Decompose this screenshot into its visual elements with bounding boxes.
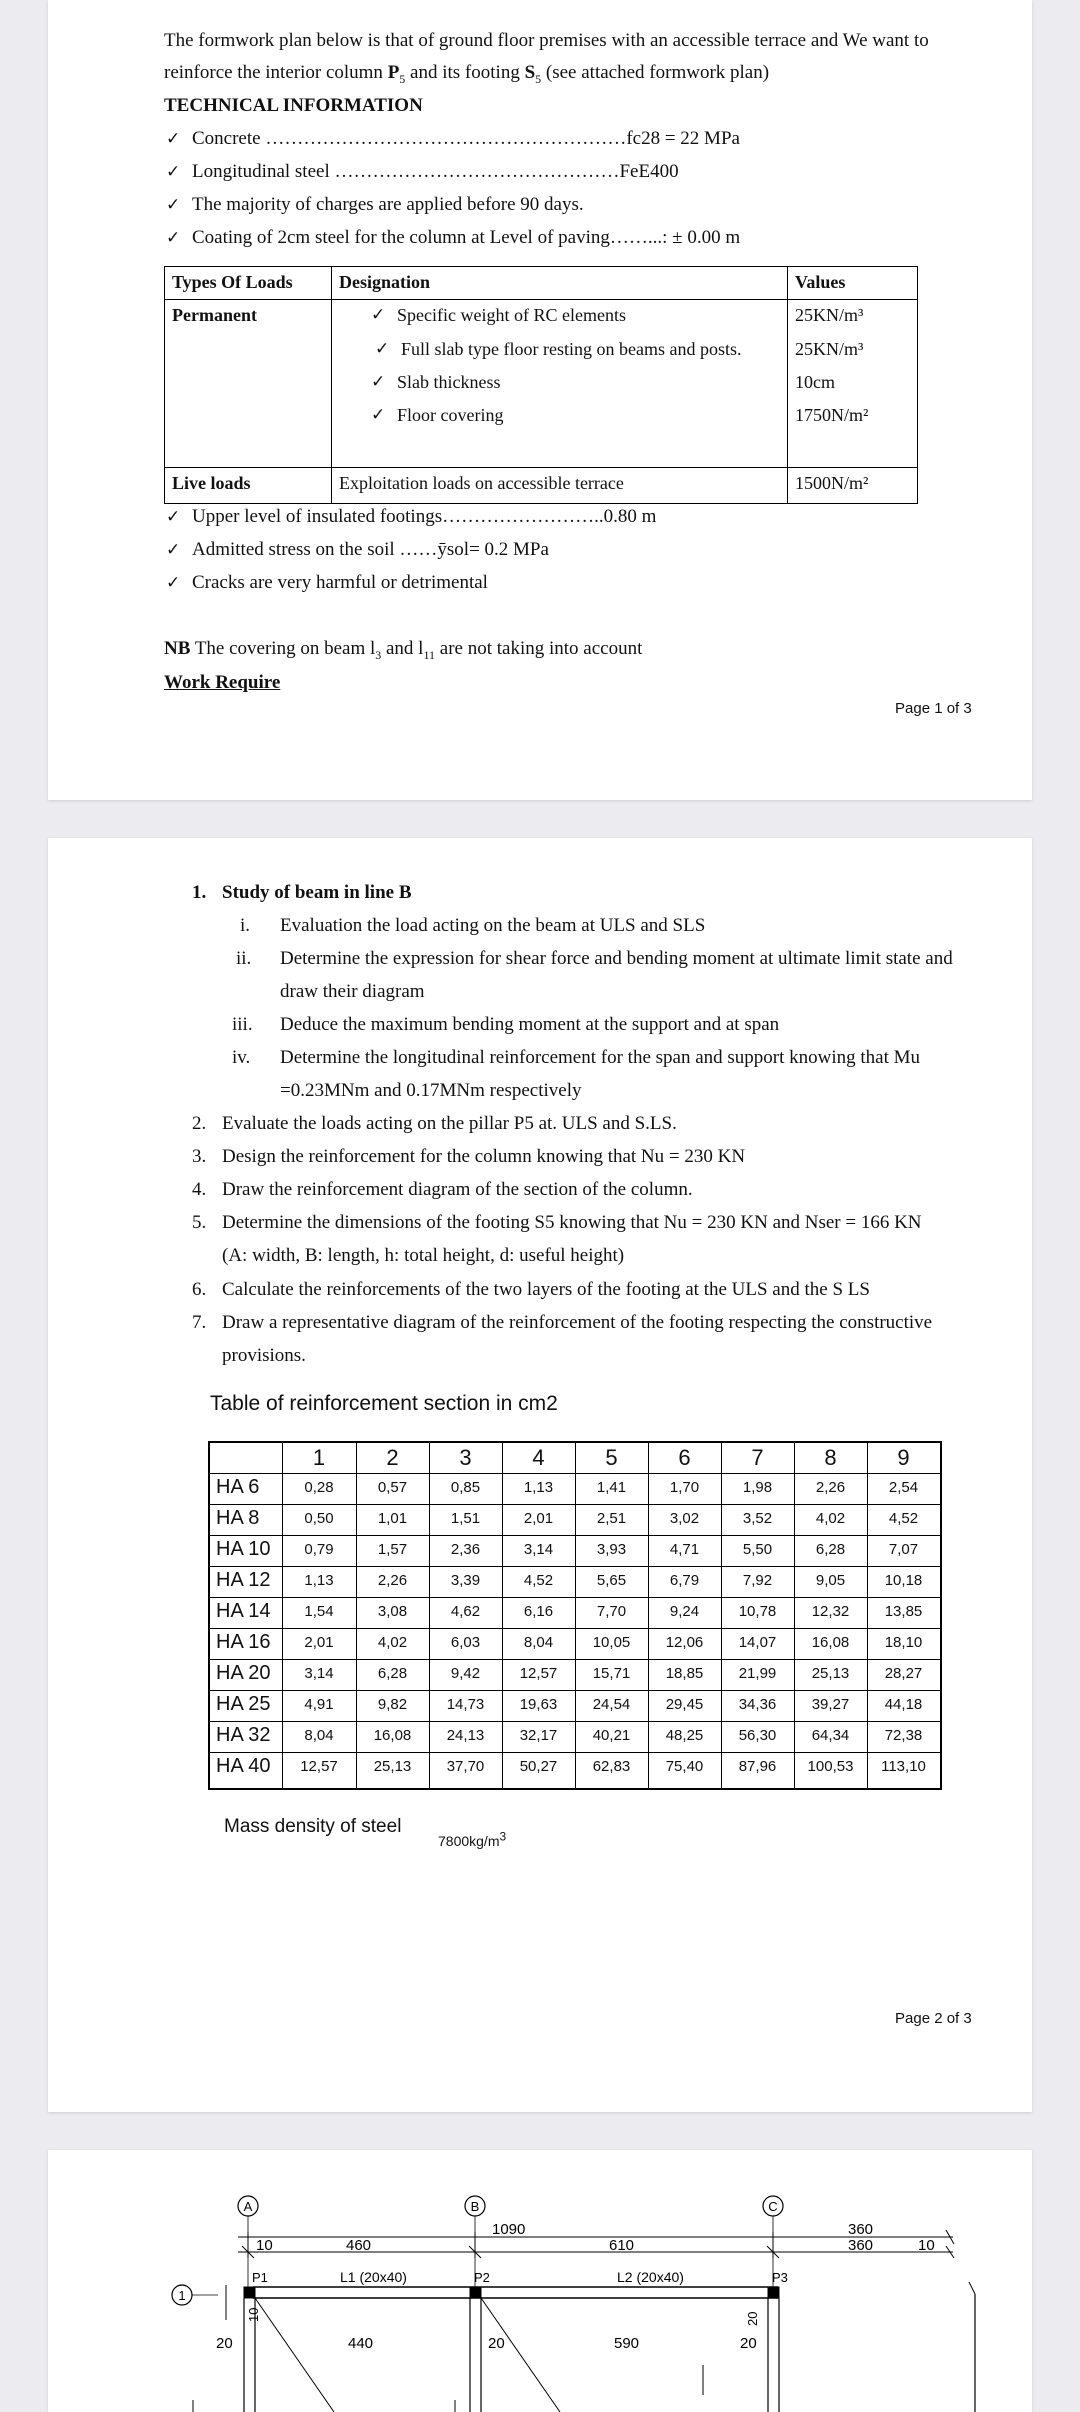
table-cell: 12,06 [665, 1634, 704, 1651]
table-cell: 1,51 [450, 1510, 481, 1527]
mass-density-label: Mass density of steel [224, 1816, 402, 1837]
table-cell: 3,14 [523, 1541, 554, 1558]
table-cell: 0,50 [304, 1510, 334, 1527]
dimension-label: 10 [246, 2307, 261, 2322]
table-cell: 14,73 [446, 1696, 485, 1713]
table-cell: 32,17 [519, 1727, 558, 1744]
post-label: P2 [474, 2270, 490, 2285]
intro-line-2 [164, 62, 769, 84]
intro-line-1: The formwork plan below is that of ground floor premises with an accessible terrace and We want to [164, 30, 929, 51]
permanent-designation: ✓ Slab thickness [397, 372, 501, 393]
table-cell: 2,01 [523, 1510, 554, 1527]
table-cell: 4,52 [523, 1572, 554, 1589]
table-cell: 10,05 [592, 1634, 631, 1651]
check-item: ✓ Cracks are very harmful or detrimental [192, 572, 488, 594]
table-cell: 4,52 [888, 1510, 919, 1527]
table-cell: 3,08 [377, 1603, 408, 1620]
table-cell: 6,16 [523, 1603, 554, 1620]
row-header: HA 6 [216, 1476, 260, 1498]
table-header: Types Of Loads [172, 272, 293, 292]
formwork-plan-drawing [48, 2150, 1032, 2412]
table-divider [210, 1597, 940, 1598]
row-header: HA 14 [216, 1600, 271, 1622]
dimension-label: 460 [346, 2237, 372, 2254]
table-cell: 28,27 [884, 1665, 923, 1682]
column-header: 3 [459, 1445, 472, 1470]
question-title: Study of beam in line B [222, 882, 412, 903]
table-cell: 18,85 [665, 1665, 704, 1682]
table-cell: 12,32 [811, 1603, 850, 1620]
question-number: 1. [192, 882, 207, 903]
check-item: ✓ Coating of 2cm steel for the column at Level of paving……...: ± 0.00 m [192, 227, 740, 249]
table-cell: 113,10 [881, 1758, 926, 1775]
question-text: Draw the reinforcement diagram of the section of the column. [222, 1179, 693, 1200]
dimension-label: 440 [348, 2335, 374, 2352]
column-header: 8 [824, 1445, 837, 1470]
table-divider [210, 1504, 940, 1505]
intro-column: P [387, 62, 400, 83]
table-cell: 2,51 [596, 1510, 627, 1527]
question-number: 4. [192, 1179, 207, 1200]
check-item: ✓ Upper level of insulated footings……………………..0.80 m [192, 506, 656, 528]
mass-density-exponent: 3 [499, 1829, 507, 1844]
table-cell: 1,57 [377, 1541, 408, 1558]
table-cell: 14,07 [738, 1634, 777, 1651]
table-cell: 8,04 [523, 1634, 554, 1651]
dimension-label: 10 [918, 2237, 935, 2254]
loads-table [164, 266, 918, 504]
table-title: Table of reinforcement section in cm2 [210, 1392, 558, 1415]
intro-text: (see attached formwork plan) [541, 62, 770, 83]
table-cell: 21,99 [738, 1665, 777, 1682]
table-cell: 3,39 [450, 1572, 481, 1589]
dimension-label: 610 [609, 2237, 635, 2254]
table-divider [210, 1752, 940, 1753]
permanent-value: 25KN/m³ [795, 305, 864, 325]
axis-label-B: B [470, 2199, 480, 2214]
column-header: 1 [312, 1445, 326, 1470]
mass-density-number: 7800kg/m [438, 1833, 500, 1849]
check-item: ✓ Concrete …………………………………………………fc28 = 22 MPa [192, 128, 740, 150]
live-value: 1500N/m² [795, 473, 869, 493]
table-cell: 0,28 [304, 1479, 334, 1496]
table-cell: 8,04 [304, 1727, 334, 1744]
question-number: 7. [192, 1312, 207, 1333]
table-cell: 50,27 [519, 1758, 558, 1775]
table-cell: 4,71 [669, 1541, 700, 1558]
check-item: ✓ Longitudinal steel ………………………………………FeE400 [192, 161, 679, 183]
nb-text: and l [381, 638, 424, 659]
subquestion-text: =0.23MNm and 0.17MNm respectively [280, 1080, 582, 1101]
axis-label-1: 1 [178, 2288, 186, 2303]
slab-diagonal [481, 2298, 560, 2412]
question-number: 3. [192, 1146, 207, 1167]
tech-heading: TECHNICAL INFORMATION [164, 95, 423, 116]
dimension-label: 20 [488, 2335, 505, 2352]
dimension-label: 360 [848, 2221, 874, 2238]
table-cell: 1,13 [304, 1572, 334, 1589]
table-divider [210, 1721, 940, 1722]
intro-text: and its footing [405, 62, 525, 83]
document-page-3 [48, 2150, 1032, 2412]
table-cell: 1,13 [523, 1479, 554, 1496]
table-cell: 9,82 [377, 1696, 408, 1713]
table-cell: 5,50 [742, 1541, 773, 1558]
table-divider [210, 1659, 940, 1660]
column-header: 4 [532, 1445, 545, 1470]
row-header: HA 25 [216, 1693, 271, 1715]
table-cell: 12,57 [300, 1758, 338, 1775]
dimension-tick [969, 2282, 975, 2294]
table-cell: 1,54 [304, 1603, 334, 1620]
nb-sub: 3 [375, 647, 382, 662]
table-cell: 39,27 [811, 1696, 850, 1713]
subquestion-number: i. [240, 915, 251, 936]
subquestion-text: Determine the longitudinal reinforcement for the span and support knowing that Mu [280, 1047, 921, 1068]
table-cell: 48,25 [665, 1727, 704, 1744]
dimension-label: 590 [614, 2335, 640, 2352]
table-cell: 34,36 [738, 1696, 777, 1713]
live-designation: Exploitation loads on accessible terrace [339, 473, 624, 493]
permanent-designation: ✓ Specific weight of RC elements [397, 305, 626, 326]
table-cell: 3,52 [742, 1510, 773, 1527]
document-page-1 [48, 0, 1032, 800]
beam-label: L2 (20x40) [617, 2269, 684, 2285]
dimension-label: 10 [256, 2237, 273, 2254]
post-label: P1 [252, 2270, 268, 2285]
row-header: HA 8 [216, 1507, 260, 1529]
table-cell: 40,21 [592, 1727, 631, 1744]
table-cell: 3,02 [669, 1510, 700, 1527]
dimension-label: 20 [745, 2311, 760, 2326]
table-cell: 12,57 [519, 1665, 558, 1682]
table-divider [210, 1535, 940, 1536]
slab-diagonal [255, 2298, 334, 2412]
permanent-value: 1750N/m² [795, 405, 869, 425]
nb-note [164, 638, 642, 660]
table-divider [165, 299, 917, 300]
question-text: provisions. [222, 1345, 306, 1366]
row-header: HA 20 [216, 1662, 271, 1684]
permanent-designation: ✓ Floor covering [397, 405, 503, 426]
table-cell: 16,08 [811, 1634, 850, 1651]
table-cell: 29,45 [665, 1696, 704, 1713]
table-cell: 1,70 [669, 1479, 700, 1496]
column-header: 7 [751, 1445, 764, 1470]
table-cell: 19,63 [519, 1696, 558, 1713]
table-cell: 3,93 [596, 1541, 627, 1558]
table-cell: 4,02 [377, 1634, 408, 1651]
column-header: 2 [386, 1445, 399, 1470]
row-header: HA 40 [216, 1755, 271, 1777]
table-divider [210, 1628, 940, 1629]
table-cell: 3,14 [304, 1665, 334, 1682]
table-cell: 9,24 [669, 1603, 700, 1620]
table-cell: 2,01 [304, 1634, 334, 1651]
axis-label-A: A [243, 2199, 253, 2214]
table-cell: 44,18 [884, 1696, 923, 1713]
table-cell: 2,36 [450, 1541, 481, 1558]
beam-label: L1 (20x40) [340, 2269, 407, 2285]
table-cell: 75,40 [665, 1758, 704, 1775]
nb-label: NB [164, 638, 191, 659]
subquestion-text: Evaluation the load acting on the beam at ULS and SLS [280, 915, 706, 936]
column-header: 6 [678, 1445, 691, 1470]
table-cell: 4,62 [450, 1603, 481, 1620]
table-cell: 4,91 [304, 1696, 334, 1713]
table-cell: 4,02 [815, 1510, 846, 1527]
table-cell: 24,13 [446, 1727, 485, 1744]
subquestion-number: iv. [232, 1047, 251, 1068]
dimension-label: 20 [740, 2335, 757, 2352]
question-number: 6. [192, 1279, 207, 1300]
nb-text: are not taking into account [435, 638, 643, 659]
reinforcement-table [208, 1441, 942, 1790]
page-number: Page 2 of 3 [895, 2010, 972, 2027]
column-header: 5 [605, 1445, 618, 1470]
table-cell: 18,10 [884, 1634, 923, 1651]
table-cell: 10,78 [738, 1603, 777, 1620]
column-header: 9 [897, 1445, 910, 1470]
question-text: Evaluate the loads acting on the pillar P5 at. ULS and S.LS. [222, 1113, 677, 1134]
subquestion-number: ii. [236, 948, 252, 969]
table-cell: 9,42 [450, 1665, 481, 1682]
table-cell: 25,13 [373, 1758, 412, 1775]
axis-label-C: C [768, 2199, 778, 2214]
table-cell: 24,54 [592, 1696, 631, 1713]
permanent-label: Permanent [172, 305, 257, 325]
table-cell: 37,70 [446, 1758, 485, 1775]
post-label: P3 [772, 2270, 788, 2285]
dimension-label: 360 [848, 2237, 874, 2254]
table-cell: 16,08 [373, 1727, 412, 1744]
table-cell: 56,30 [738, 1727, 777, 1744]
page-number: Page 1 of 3 [895, 700, 972, 717]
table-cell: 1,01 [377, 1510, 408, 1527]
table-divider [210, 1690, 940, 1691]
table-cell: 87,96 [738, 1758, 777, 1775]
subquestion-text: Determine the expression for shear force and bending moment at ultimate limit state and [280, 948, 953, 969]
subquestion-number: iii. [232, 1014, 253, 1035]
table-cell: 9,05 [815, 1572, 846, 1589]
table-cell: 0,79 [304, 1541, 334, 1558]
row-header: HA 32 [216, 1724, 271, 1746]
permanent-value: 10cm [795, 372, 835, 392]
table-cell: 0,57 [377, 1479, 408, 1496]
mass-density-value [438, 1830, 506, 1852]
intro-column-sub: 5 [399, 71, 406, 86]
table-cell: 15,71 [592, 1665, 631, 1682]
live-label: Live loads [172, 473, 251, 493]
question-text: Design the reinforcement for the column knowing that Nu = 230 KN [222, 1146, 746, 1167]
question-text: Determine the dimensions of the footing S5 knowing that Nu = 230 KN and Nser = 166 KN [222, 1212, 922, 1233]
table-cell: 5,65 [596, 1572, 627, 1589]
row-header: HA 12 [216, 1569, 271, 1591]
table-cell: 2,26 [377, 1572, 408, 1589]
table-cell: 100,53 [807, 1758, 854, 1775]
table-cell: 62,83 [592, 1758, 631, 1775]
intro-footing-sub: 5 [535, 71, 542, 86]
table-cell: 25,13 [811, 1665, 850, 1682]
table-cell: 7,07 [888, 1541, 919, 1558]
check-item: ✓ The majority of charges are applied before 90 days. [192, 194, 584, 216]
table-cell: 6,28 [815, 1541, 846, 1558]
table-cell: 1,41 [596, 1479, 627, 1496]
work-require-heading: Work Require [164, 672, 281, 693]
dimension-total: 1090 [492, 2221, 526, 2238]
table-cell: 7,70 [596, 1603, 627, 1620]
permanent-designation: ✓ Full slab type floor resting on beams and posts. [401, 339, 741, 360]
table-cell: 2,54 [888, 1479, 919, 1496]
question-text: Draw a representative diagram of the reinforcement of the footing respecting the constructive [222, 1312, 933, 1333]
table-cell: 0,85 [450, 1479, 481, 1496]
nb-text: The covering on beam l [190, 638, 376, 659]
post-P2 [470, 2287, 481, 2298]
table-cell: 6,79 [669, 1572, 700, 1589]
question-text: Calculate the reinforcements of the two layers of the footing at the ULS and the S LS [222, 1279, 870, 1300]
table-cell: 6,28 [377, 1665, 408, 1682]
document-page-2 [48, 838, 1032, 2112]
row-header: HA 10 [216, 1538, 271, 1560]
table-cell: 2,26 [815, 1479, 846, 1496]
table-divider [165, 467, 917, 468]
table-cell: 6,03 [450, 1634, 481, 1651]
row-header: HA 16 [216, 1631, 271, 1653]
subquestion-text: Deduce the maximum bending moment at the support and at span [280, 1014, 780, 1035]
table-cell: 7,92 [742, 1572, 773, 1589]
dimension-label: 20 [216, 2335, 233, 2352]
subquestion-text: draw their diagram [280, 981, 425, 1002]
table-cell: 64,34 [811, 1727, 850, 1744]
question-number: 2. [192, 1113, 207, 1134]
table-header: Designation [339, 272, 431, 292]
table-cell: 1,98 [742, 1479, 773, 1496]
question-text: (A: width, B: length, h: total height, d: useful height) [222, 1245, 625, 1266]
table-divider [210, 1566, 940, 1567]
table-divider [210, 1473, 940, 1474]
intro-text: reinforce the interior column [164, 62, 388, 83]
table-cell: 72,38 [884, 1727, 923, 1744]
question-number: 5. [192, 1212, 207, 1233]
intro-footing: S [524, 62, 536, 83]
post-P3 [768, 2287, 779, 2298]
nb-sub: 11 [423, 647, 436, 662]
table-cell: 10,18 [884, 1572, 923, 1589]
post-P1 [244, 2287, 255, 2298]
permanent-value: 25KN/m³ [795, 339, 864, 359]
check-item: ✓ Admitted stress on the soil ……ӯsol= 0.2 MPa [192, 539, 549, 561]
table-header: Values [795, 272, 846, 292]
table-cell: 13,85 [884, 1603, 923, 1620]
